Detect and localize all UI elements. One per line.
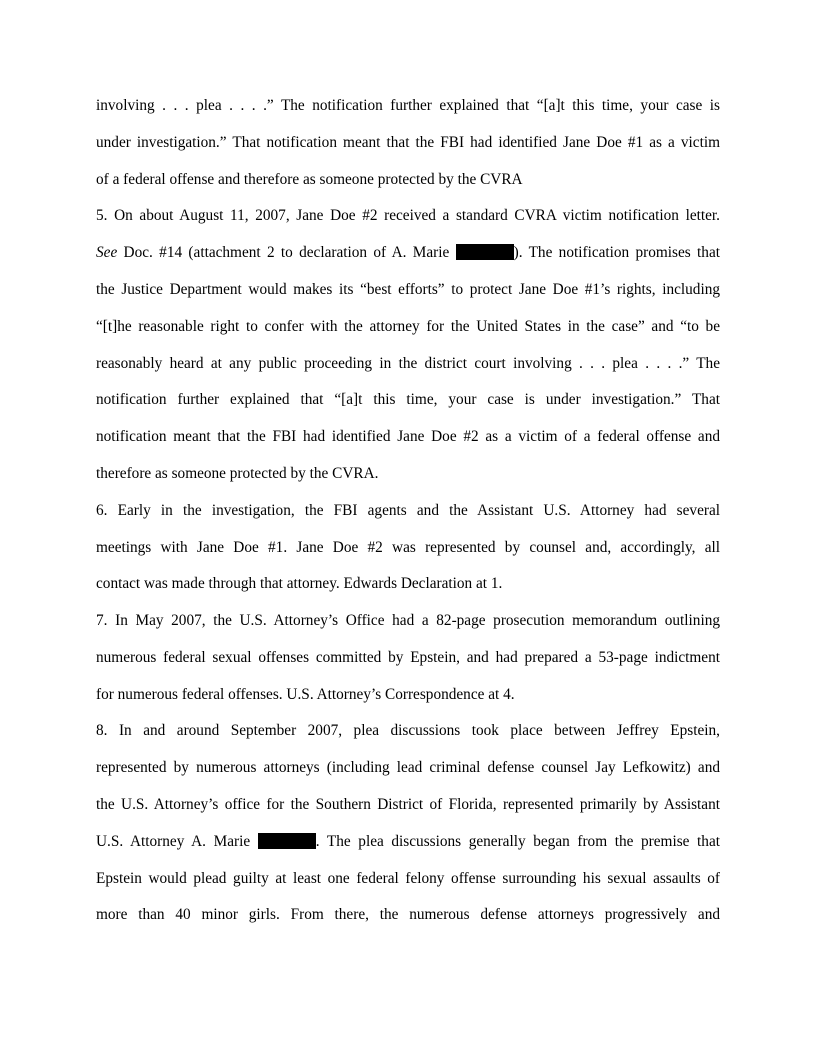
text-line: notification meant that the FBI had identified Jane Doe #2 as a victim of a federal offense and xyxy=(96,428,720,445)
text-line: Epstein would plead guilty at least one federal felony offense surrounding his sexual assaults of xyxy=(96,870,720,887)
text-line: notification further explained that “[a]t this time, your case is under investigation.” That xyxy=(96,391,720,408)
text-segment: U.S. Attorney A. Marie xyxy=(96,833,258,850)
text-line: under investigation.” That notification meant that the FBI had identified Jane Doe #1 as a victim xyxy=(96,134,720,151)
paragraph-7-start: 7. In May 2007, the U.S. Attorney’s Office had a 82-page prosecution memorandum outlining xyxy=(96,612,720,629)
text-line: of a federal offense and therefore as someone protected by the CVRA xyxy=(96,171,523,188)
text-segment: . The plea discussions generally began from the premise that xyxy=(315,833,720,850)
text-line: reasonably heard at any public proceeding in the district court involving . . . plea . . . .” The xyxy=(96,355,720,372)
text-segment: ). The notification promises that xyxy=(513,244,720,261)
text-line: represented by numerous attorneys (including lead criminal defense counsel Jay Lefkowitz) and xyxy=(96,759,720,776)
citation-signal: See xyxy=(96,244,118,261)
text-line: involving . . . plea . . . .” The notification further explained that “[a]t this time, your case is xyxy=(96,97,720,114)
text-line: more than 40 minor girls. From there, the numerous defense attorneys progressively and xyxy=(96,906,720,923)
redaction-block xyxy=(456,244,514,260)
text-line: “[t]he reasonable right to confer with the attorney for the United States in the case” and “to be xyxy=(96,318,720,335)
text-line: therefore as someone protected by the CVRA. xyxy=(96,465,379,482)
text-line-with-redaction xyxy=(96,832,720,852)
text-line: the U.S. Attorney’s office for the Southern District of Florida, represented primarily by Assistant xyxy=(96,796,720,813)
paragraph-8-start: 8. In and around September 2007, plea discussions took place between Jeffrey Epstein, xyxy=(96,722,720,739)
text-segment: Doc. #14 (attachment 2 to declaration of A. Marie xyxy=(117,244,456,261)
text-line: the Justice Department would makes its “best efforts” to protect Jane Doe #1’s rights, including xyxy=(96,281,720,298)
text-line: numerous federal sexual offenses committed by Epstein, and had prepared a 53-page indictment xyxy=(96,649,720,666)
paragraph-5-start: 5. On about August 11, 2007, Jane Doe #2 received a standard CVRA victim notification letter. xyxy=(96,207,720,224)
paragraph-6-start: 6. Early in the investigation, the FBI agents and the Assistant U.S. Attorney had several xyxy=(96,502,720,519)
text-line: meetings with Jane Doe #1. Jane Doe #2 was represented by counsel and, accordingly, all xyxy=(96,539,720,556)
text-line-with-redaction xyxy=(96,243,720,263)
redaction-block xyxy=(258,833,316,849)
text-line: for numerous federal offenses. U.S. Attorney’s Correspondence at 4. xyxy=(96,686,515,703)
text-line: contact was made through that attorney. Edwards Declaration at 1. xyxy=(96,575,503,592)
